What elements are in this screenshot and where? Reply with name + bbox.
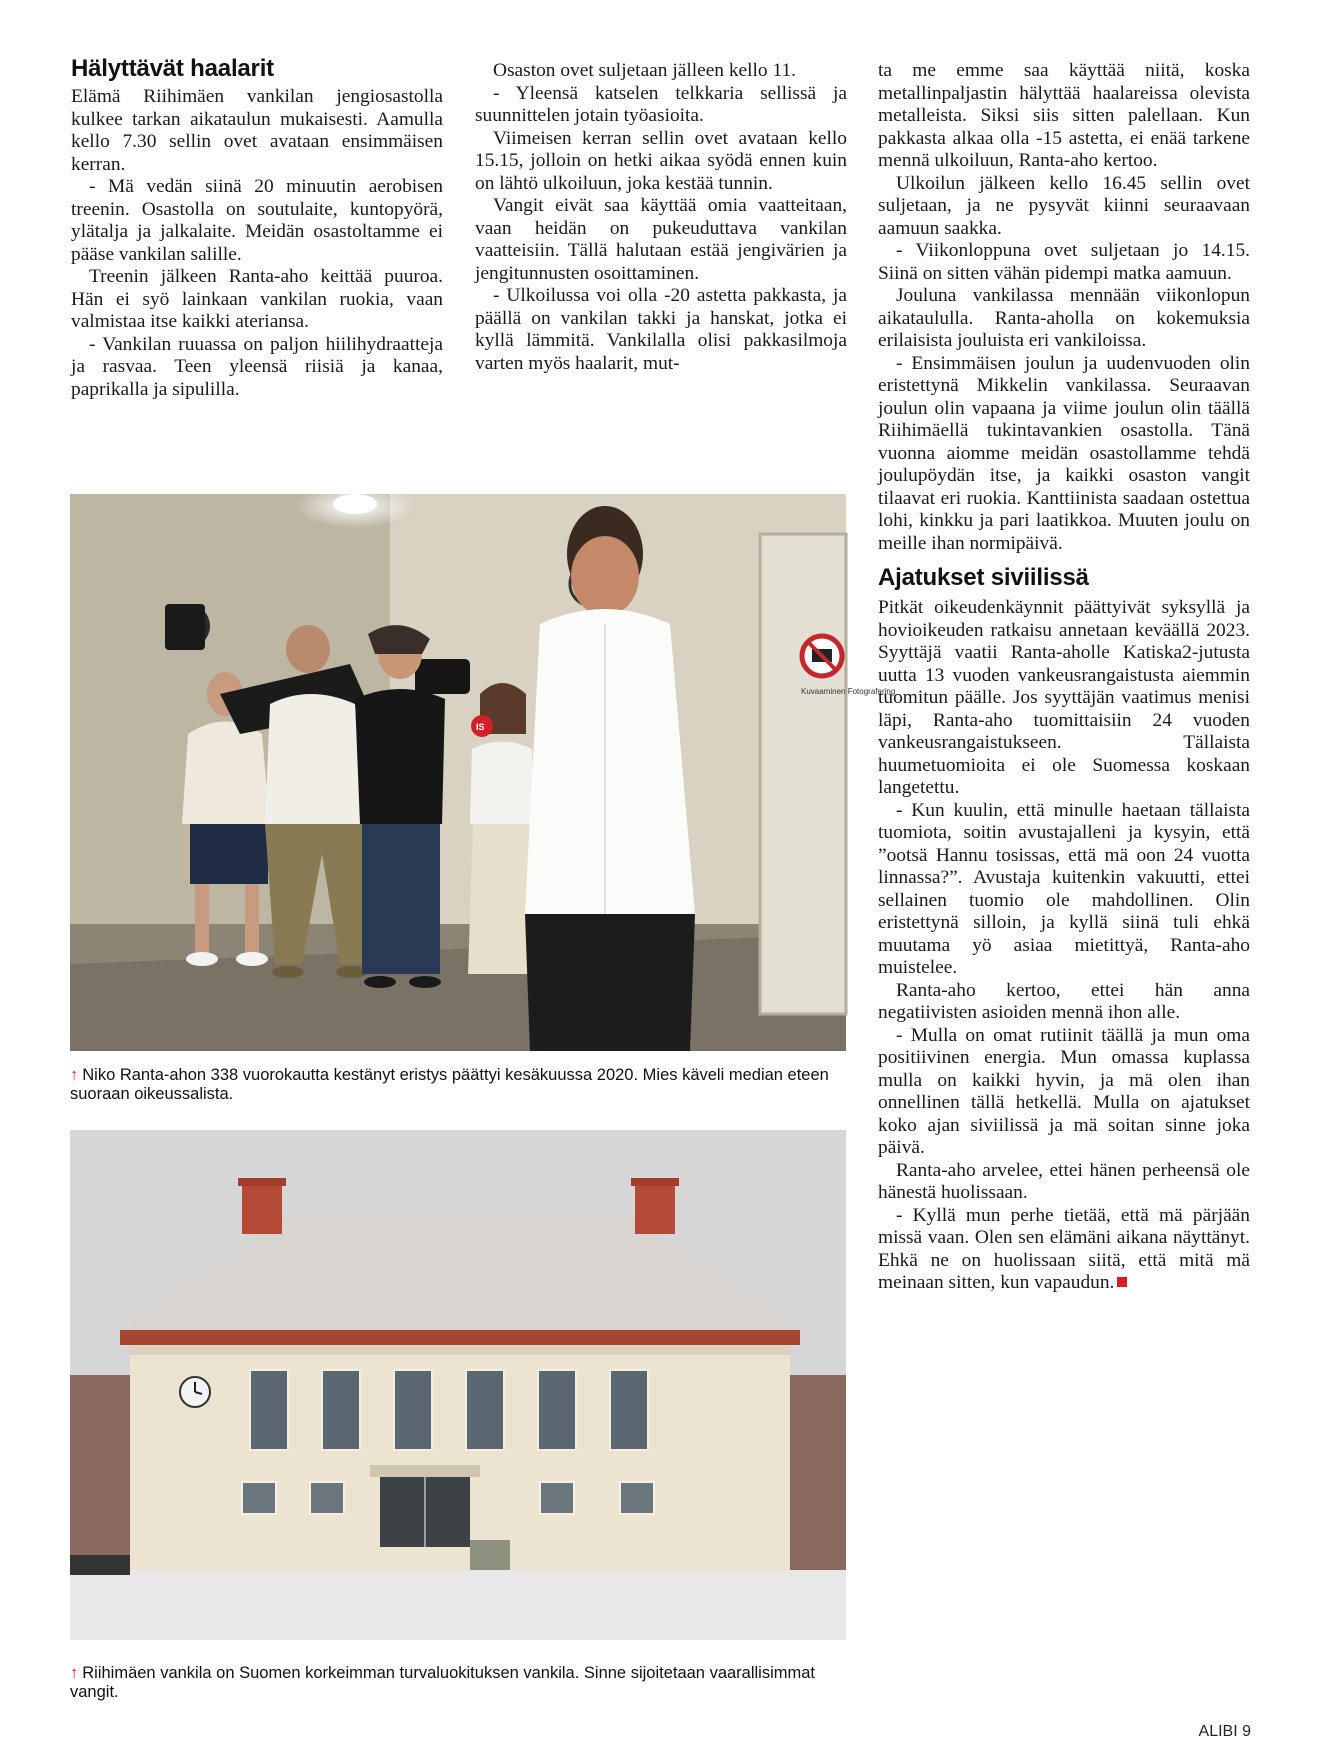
paragraph: - Ulkoilussa voi olla -20 astetta pakkasta, ja päällä on vankilan takki ja hanskat, jotka ei kyllä lämmitä. Vankilalla olisi pakkasilmoja varten myös haalarit, mut- [475, 285, 847, 374]
paragraph: Ranta-aho kertoo, ettei hän anna negatiivisten asioiden mennä ihon alle. [878, 979, 1250, 1023]
paragraph: - Viikonloppuna ovet suljetaan jo 14.15. Siinä on sitten vähän pidempi matka aamuun. [878, 240, 1250, 284]
media-scrum-illustration [70, 494, 896, 1051]
media-scrum-photo [70, 494, 896, 1051]
article-column-2 [475, 60, 847, 375]
arrow-up-icon: ↑ [70, 1664, 79, 1682]
paragraph: Pitkät oikeudenkäynnit päättyivät syksyllä ja hovioikeuden ratkaisu annetaan keväällä 2023. Syyttäjä vaatii Ranta-aholle Katiska2-jutusta uutta 13 vuoden vankeusrangaistusta aiemmin tuomitun päälle. Jos syyttäjän vaatimus menisi läpi, Ranta-aho tuomittaisiin 24 vuoden vankeusrangaistukseen. Tällaista huumetuomioita ei ole Suomessa koskaan langetettu. [878, 597, 1250, 798]
paragraph: - Ensimmäisen joulun ja uudenvuoden olin eristettynä Mikkelin vankilassa. Seuraavan joulun olin vapaana ja viime joulun olin täällä Riihimäellä tukintavankien osastolla. Tänä vuonna aiomme meidän osastollamme tehdä joulupöydän itse, ja kaikki osaston vangit tilaavat eri ruokia. Kanttiinista saadaan ostettua lohi, kinkku ja pari laatikkoa. Muuten joulu on meille ihan normipäivä. [878, 352, 1250, 554]
paragraph-text: - Kyllä mun perhe tietää, että mä pärjään missä vaan. Olen sen elämäni aikana näyttänyt. Ehkä ne on huolissaan siitä, että mitä mä meinaan sitten, kun vapaudun. [878, 1204, 1250, 1293]
sign-text: Kuvaaminen Fotografering [801, 687, 896, 696]
prison-building-photo [70, 1130, 846, 1640]
paragraph: Elämä Riihimäen vankilan jengiosastolla kulkee tarkan aikataulun mukaisesti. Aamulla kello 7.30 sellin ovet avataan ensimmäisen kerran. [71, 86, 443, 175]
paragraph: Treenin jälkeen Ranta-aho keittää puuroa. Hän ei syö lainkaan vankilan ruokia, vaan valmistaa itse kaikki ateriansa. [71, 266, 443, 332]
article-column-3 [878, 60, 1250, 1295]
paragraph: Jouluna vankilassa mennään viikonlopun aikataululla. Ranta-aholla on kokemuksia erilaisista jouluista eri vankiloissa. [878, 285, 1250, 351]
section-heading: Ajatukset siviilissä [878, 564, 1089, 591]
paragraph: ta me emme saa käyttää niitä, koska metallinpaljastin hälyttää haalareissa olevista metalleista. Siksi siis sitten palellaan. Kun pakkasta alkaa olla -15 astetta, ei enää tarkene mennä ulkoiluun, Ranta-aho kertoo. [878, 60, 1250, 171]
prison-building-illustration [70, 1130, 846, 1640]
paragraph: - Yleensä katselen telkkaria sellissä ja suunnittelen jotain työasioita. [475, 82, 847, 126]
caption-text: Riihimäen vankila on Suomen korkeimman turvaluokituksen vankila. Sinne sijoitetaan vaarallisimmat vangit. [70, 1664, 816, 1701]
paragraph: - Vankilan ruuassa on paljon hiilihydraatteja ja rasvaa. Teen yleensä riisiä ja kanaa, paprikalla ja sipulilla. [71, 333, 443, 400]
paragraph: Ranta-aho arvelee, ettei hänen perheensä ole hänestä huolissaan. [878, 1159, 1250, 1203]
paragraph: Osaston ovet suljetaan jälleen kello 11. [493, 60, 796, 81]
paragraph: - Mulla on omat rutiinit täällä ja mun oma positiivinen energia. Mun omassa kuplassa mulla on kaikki hyvin, ja mä olen ihan onnellinen tällä hetkellä. Mulla on ajatukset koko ajan siviilissä ja mä soitan sinne joka päivä. [878, 1024, 1250, 1158]
photo-caption [70, 1066, 846, 1104]
section-heading: Hälyttävät haalarit [71, 55, 274, 82]
arrow-up-icon: ↑ [70, 1066, 79, 1084]
paragraph: Viimeisen kerran sellin ovet avataan kello 15.15, jolloin on hetki aikaa syödä ennen kuin on lähtö ulkoiluun, joka kestää tunnin. [475, 127, 847, 194]
page-folio: ALIBI 9 [1198, 1723, 1251, 1740]
paragraph: Vangit eivät saa käyttää omia vaatteitaan, vaan heidän on pukeuduttava vankilan vaatteisiin. Tällä halutaan estää jengivärien ja jengitunnusten osoittaminen. [475, 195, 847, 284]
mic-label: IS [476, 722, 485, 732]
end-square-icon [1117, 1277, 1127, 1287]
paragraph: Ulkoilun jälkeen kello 16.45 sellin ovet suljetaan, ja ne pysyvät kiinni seuraavaan aamuun saakka. [878, 172, 1250, 239]
caption-text: Niko Ranta-ahon 338 vuorokautta kestänyt eristys päättyi kesäkuussa 2020. Mies käveli median eteen suoraan oikeussalista. [70, 1066, 829, 1103]
paragraph: - Kun kuulin, että minulle haetaan tällaista tuomiota, soitin avustajalleni ja kysyin, että ”ootsä Hannu tosissas, että mä oon 24 vuotta linnassa?”. Avustaja kuitenkin vakuutti, ettei sellainen tuomio ole mahdollinen. Olin eristettynä silloin, ja kyllä siinä tuli ehkä muutama yö asiaa mietittyä, Ranta-aho muistelee. [878, 799, 1250, 978]
paragraph: - Mä vedän siinä 20 minuutin aerobisen treenin. Osastolla on soutulaite, kuntopyörä, ylätalja ja jalkalaite. Meidän osastoltamme ei pääse vankilan salille. [71, 176, 443, 265]
article-column-1 [71, 54, 443, 401]
photo-caption [70, 1664, 846, 1702]
paragraph [878, 1205, 1250, 1295]
